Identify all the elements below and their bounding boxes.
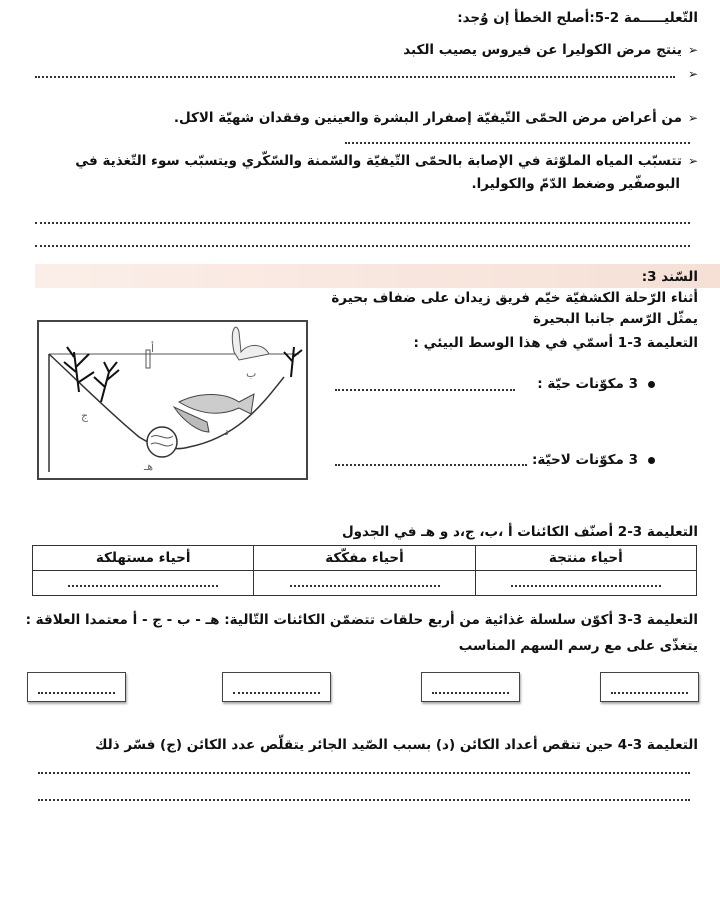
arrow-bullet-icon: ➢ <box>687 111 698 125</box>
column-decomposers: أحياء مفكّكة <box>254 546 475 571</box>
consumers-cell[interactable] <box>33 571 254 596</box>
plant-icon <box>64 347 302 402</box>
answer-line[interactable] <box>38 772 690 774</box>
document-3-line-1: أثناء الرّحلة الكشفيّة خيّم فريق زيدان على ضفاف بحيرة <box>331 290 698 306</box>
label-b: ب <box>246 367 257 380</box>
food-chain-box-4[interactable] <box>27 672 126 702</box>
column-consumers: أحياء مستهلكة <box>33 546 254 571</box>
food-chain-box-3[interactable] <box>222 672 331 702</box>
statement-3-continued: البوصفّير وضغط الدّمّ والكوليرا. <box>471 176 680 192</box>
food-chain-box-1[interactable] <box>600 672 699 702</box>
classification-table <box>32 545 697 596</box>
label-d: د <box>224 425 229 438</box>
statement-1-text: ينتج مرض الكوليرا عن فيروس يصيب الكبد <box>403 42 682 58</box>
document-3-line-2: يمثّل الرّسم جانبا البحيرة <box>533 311 698 327</box>
arrow-bullet-icon: ➢ <box>687 154 698 168</box>
bullet-icon <box>648 381 655 388</box>
answer-line[interactable] <box>35 222 690 224</box>
statement-3-text: تتسبّب المياه الملوّثة في الإصابة بالحمّى التّيفيّة والسّمنة والسّكّري ويتسبّب سوء التّغذية في <box>75 153 682 169</box>
statement-2-text: من أعراض مرض الحمّى التّيفيّة إصفرار البشرة والعينين وفقدان شهيّة الاكل. <box>173 110 682 126</box>
task-3-4-title: التعليمة 3-4 حين تنقص أعداد الكائن (د) بسبب الصّيد الجائر يتقلّص عدد الكائن (ج) فسّر ذلك <box>95 737 698 753</box>
lake-illustration <box>39 322 306 478</box>
label-j: ج <box>81 409 89 422</box>
answer-line[interactable] <box>335 464 527 466</box>
task-3-3-line-2: يتغذّى على مع رسم السهم المناسب <box>458 638 698 654</box>
answer-line[interactable] <box>345 142 690 144</box>
arrow-bullet-icon: ➢ <box>687 67 698 81</box>
statement-3 <box>75 151 698 171</box>
bullet-icon <box>648 457 655 464</box>
task-2-5-title: التّعليـــــمة 2-5:أصلح الخطأ إن وُجد: <box>457 10 698 26</box>
answer-bullet <box>682 64 698 84</box>
food-chain-box-2[interactable] <box>421 672 520 702</box>
answer-line[interactable] <box>38 799 690 801</box>
nonliving-components <box>532 450 655 470</box>
document-3-title: السّند 3: <box>641 269 698 285</box>
column-producers: أحياء منتجة <box>475 546 696 571</box>
statement-1 <box>403 40 698 60</box>
living-components-label: 3 مكوّنات حيّة : <box>537 376 638 392</box>
producers-cell[interactable] <box>475 571 696 596</box>
statement-2 <box>174 108 698 128</box>
section-band <box>35 264 720 288</box>
answer-line[interactable] <box>35 76 675 78</box>
nonliving-components-label: 3 مكوّنات لاحيّة: <box>531 452 638 468</box>
decomposers-cell[interactable] <box>254 571 475 596</box>
lake-diagram <box>37 320 308 480</box>
living-components <box>537 374 655 394</box>
arrow-bullet-icon: ➢ <box>687 43 698 57</box>
answer-line[interactable] <box>335 389 515 391</box>
task-3-1-title: التعليمة 3-1 أسمّي في هذا الوسط البيئي : <box>413 335 698 351</box>
label-h: هـ <box>144 460 154 473</box>
task-3-2-title: التعليمة 3-2 أصنّف الكائنات أ ،ب، ج،د و هـ في الجدول <box>341 524 698 540</box>
answer-line[interactable] <box>35 245 690 247</box>
task-3-3-line-1: التعليمة 3-3 أكوّن سلسلة غذائية من أربع حلقات تتضمّن الكائنات التّالية: هـ - ب - ج - أ معتمدا العلاقة : <box>25 612 698 628</box>
label-a: أ <box>151 342 155 355</box>
